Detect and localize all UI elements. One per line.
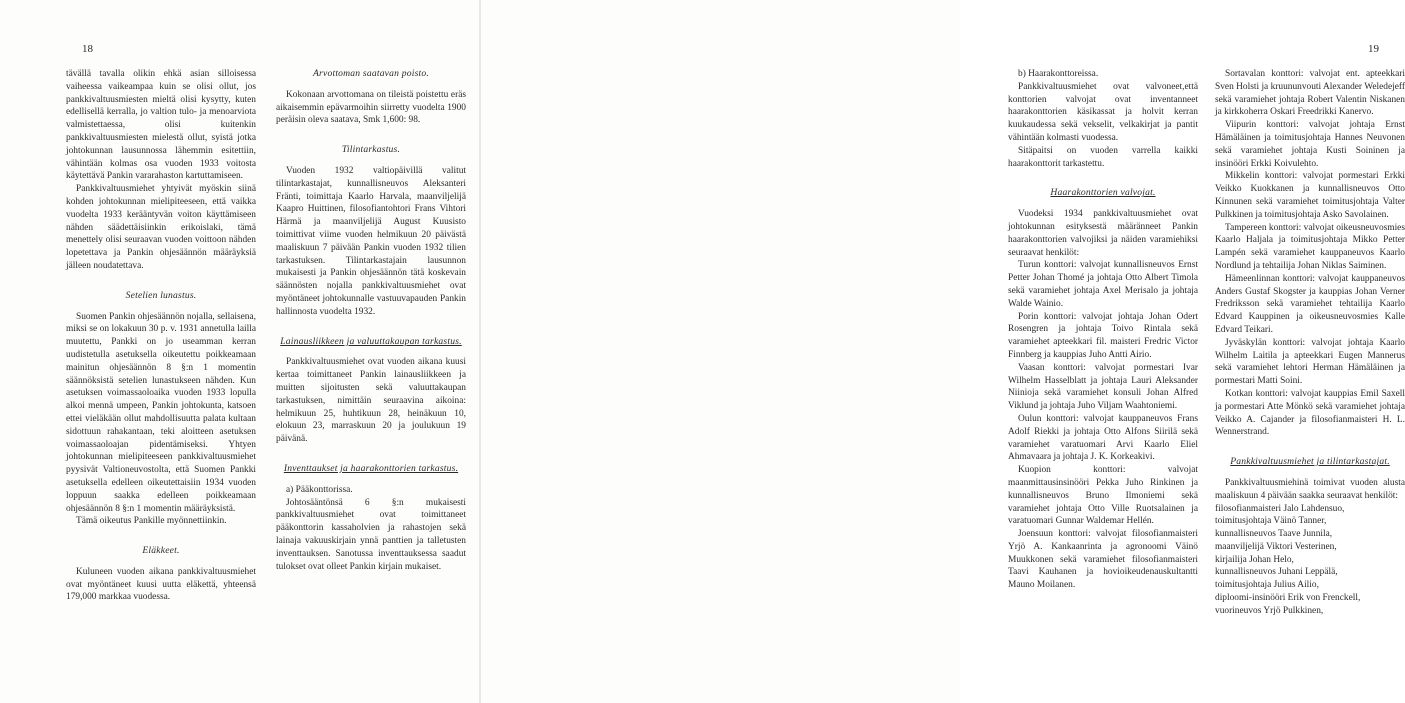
section-heading: Pankkivaltuusmiehet ja tilintarkastajat. (1230, 456, 1390, 468)
list-item: kunnallisneuvos Taave Junnila, (1215, 529, 1333, 540)
left-page (0, 0, 479, 703)
paragraph: Tampereen konttori: valvojat oikeusneuvosmies Kaarlo Haljala ja toimitusjohtaja Mikko Petter Lampén sekä varamiehet kauppaneuvos Kaarlo Nordlund ja tehtailija Johan Niklas Saiminen. (1215, 222, 1405, 271)
paragraph: Vuoden 1932 valtiopäivillä valitut tilintarkastajat, kunnallisneuvos Aleksanteri Fränti, toimittaja Kaarlo Harvala, maanviljelijä Kaapro Huittinen, filosofiantohtori Frans Vihtori Härmä ja maanviljelijä August Kuusisto toimittivat viime vuoden helmikuun 20 päivästä maaliskuun 7 päivään Pankin vuoden 1932 tilien tarkastuksen. Tilintarkastajain lausunnon mukaisesti ja Pankin ohjesäännön tätä koskevain säännösten nojalla pankkivaltuusmiehet ovat myöntäneet johtokunnalle vastuuvapauden Pankin hallinnosta vuodelta 1932. (276, 165, 466, 317)
paragraph: b) Haarakonttoreissa. (1018, 69, 1099, 79)
paragraph: Vuodeksi 1934 pankkivaltuusmiehet ovat johtokunnan esityksestä määränneet Pankin haarakonttorien valvojiksi ja näiden varamiehiksi seuraavat henkilöt: (1008, 209, 1198, 258)
column-4 (1215, 68, 1405, 618)
paragraph: Tämä oikeutus Pankille myönnettiinkin. (76, 516, 227, 527)
paragraph: Kuluneen vuoden aikana pankkivaltuusmiehet ovat myöntäneet kuusi uutta eläkettä, yhteensä 179,000 markkaa vuodessa. (66, 566, 256, 603)
list-item: kunnallisneuvos Juhani Leppälä, (1215, 567, 1338, 578)
right-page (481, 0, 1405, 703)
paragraph: Joensuun konttori: valvojat filosofianmaisteri Yrjö A. Kankaanrinta ja agronoomi Väinö Muukkonen sekä varamiehet filosofianmaisteri Taavi Kauhanen ja hovioikeudenauskultantti Mauno Moilanen. (1008, 529, 1198, 591)
list-item: toimitusjohtaja Julius Ailio, (1215, 580, 1319, 591)
page-number-right: 19 (1368, 43, 1379, 55)
column-2 (276, 68, 466, 573)
paragraph: Turun konttori: valvojat kunnallisneuvos Ernst Petter Johan Thomé ja johtaja Otto Albert Timola sekä varamiehet johtaja Axel Merisalo ja johtaja Walde Wainio. (1008, 260, 1198, 309)
section-heading: Tilintarkastus. (341, 144, 401, 156)
list-item: diploomi-insinööri Erik von Frenckell, (1215, 593, 1361, 604)
section-heading: Setelien lunastus. (125, 289, 197, 301)
paragraph: Pankkivaltuusmiehet ovat vuoden aikana kuusi kertaa toimittaneet Pankin lainausliikkeen ja muitten sijoitusten sekä valuuttakaupan tarkastuksen, nimittäin seuraavina aikoina: helmikuun 25, huhtikuun 28, heinäkuun 10, elokuun 23, marraskuun 20 ja joulukuun 19 päivänä. (276, 357, 466, 445)
section-heading: Arvottoman saatavan poisto. (313, 68, 429, 79)
paragraph: Pankkivaltuusmiehet yhtyivät myöskin siinä kohden johtokunnan mielipiteeseen, että vaikka vuodelta 1933 kerääntyvän voiton käyttämiseen nähden säädettäisiinkin erikoislaki, tämä menettely olisi seuraavan vuoden voittoon nähden lopetettava ja Pankin ohjesäännön määräyksiä jälleen noudatettava. (66, 184, 256, 271)
paragraph: Jyväskylän konttori: valvojat johtaja Kaarlo Wilhelm Laitila ja apteekkari Eugen Mannerus sekä varamiehet lehtori Herman Hämäläinen ja pormestari Matti Soini. (1215, 337, 1405, 387)
column-3 (1008, 68, 1198, 592)
column-1 (66, 68, 256, 604)
section-heading: Haarakonttorien valvojat. (1050, 187, 1156, 199)
paragraph: a) Pääkonttorissa. (286, 484, 353, 495)
list-item: maanviljelijä Viktori Vesterinen, (1215, 541, 1337, 552)
paragraph: Viipurin konttori: valvojat johtaja Ernst Hämäläinen ja toimitusjohtaja Hannes Neuvonen sekä varamiehet johtaja Kusti Soininen ja insinööri Erkki Koivulehto. (1215, 120, 1405, 169)
section-heading: Lainausliikkeen ja valuuttakaupan tarkastus. (280, 335, 462, 347)
paragraph: Suomen Pankin ohjesäännön nojalla, sellaisena, miksi se on lokakuun 30 p. v. 1931 annetulla lailla muutettu, Pankki on jo useamman kerran uudistetulla asetuksella oikeutettu poikkeamaan mainitun ohjesäännön 8 §:n 1 momentin säännöksistä setelien lunastukseen nähden. Kun asetuksen voimassaoloaika vuoden 1933 lopulla alkoi mennä umpeen, Pankin johtokunta, katsoen ettei vieläkään ollut mahdollisuutta palata kultaan sidottuun rahakantaan, teki aloitteen asetuksen voimassaoloajan pidentämiseksi. Yhtyen johtokunnan mielipiteeseen pankkivaltuusmiehet pyysivät Valtioneuvostolta, että Suomen Pankki asetuksella edelleen oikeutettaisiin 1934 vuoden loppuun saakka edelleen poikkeamaan ohjesäännön 8 §:n 1 momentin määräyksistä. (66, 311, 256, 514)
paragraph: Kotkan konttori: valvojat kauppias Emil Saxell ja pormestari Atte Mönkö sekä varamiehet johtaja Veikko A. Cajander ja filosofianmaisteri H. L. Wennerstrand. (1215, 388, 1405, 438)
paragraph: Mikkelin konttori: valvojat pormestari Erkki Veikko Kuokkanen ja kunnallisneuvos Otto Kinnunen sekä varamiehet toimitusjohtaja Valter Pulkkinen ja toimitusjohtaja Asko Savolainen. (1215, 171, 1405, 220)
page-number-left: 18 (82, 43, 93, 55)
paragraph: Kokonaan arvottomana on tileistä poistettu eräs aikaisemmin epävarmoihin siirretty vuodelta 1900 peräisin oleva saatava, Smk 1,600: 98. (276, 89, 466, 126)
list-item: filosofianmaisteri Jalo Lahdensuo, (1215, 503, 1345, 514)
paragraph: Kuopion konttori: valvojat maanmittausinsinööri Pekka Juho Rinkinen ja kunnallisneuvos Bruno Ilmoniemi sekä varamiehet johtaja Otto Ville Ruotsalainen ja varatuomari Gunnar Waldemar Hellén. (1008, 465, 1198, 527)
paragraph: Pankkivaltuusmiehet ovat valvoneet,että konttorien valvojat ovat inventanneet haarakonttorien käsikassat ja holvit kerran kuukaudessa sekä vekselit, velkakirjat ja pantit vähintään kolmasti vuodessa. (1008, 81, 1198, 143)
section-heading: Inventtaukset ja haarakonttorien tarkastus. (283, 462, 459, 474)
paragraph: Johtosääntönsä 6 §:n mukaisesti pankkivaltuusmiehet ovat toimittaneet pääkonttorin kassaholvien ja rahastojen sekä lainaja vakuuskirjain ynnä panttien ja talletusten inventtauksen. Sanotussa inventtauksessa saadut tulokset ovat olleet Pankin kirjain mukaiset. (276, 497, 466, 572)
paragraph: Oulun konttori: valvojat kauppaneuvos Frans Adolf Riekki ja johtaja Otto Alfons Siirilä sekä varamiehet varatuomari Arvi Kaarlo Eliel Ahmavaara ja johtaja J. K. Korkeakivi. (1008, 413, 1198, 463)
paragraph: Vaasan konttori: valvojat pormestari Ivar Wilhelm Hasselblatt ja johtaja Lauri Aleksander Niinioja sekä varamiehet konsuli Johan Alfred Viklund ja johtaja Juho Viljam Waahtoniemi. (1008, 362, 1198, 412)
name-list (1215, 503, 1405, 618)
section-heading: Eläkkeet. (142, 545, 180, 557)
list-item: toimitusjohtaja Väinö Tanner, (1215, 516, 1327, 527)
paragraph: Hämeenlinnan konttori: valvojat kauppaneuvos Anders Gustaf Skogster ja kauppias Johan Verner Fredriksson sekä varamiehet tehtailija Kaarlo Edvard Kauppinen ja oikeusneuvosmies Kalle Edvard Teikari. (1215, 273, 1405, 335)
paragraph: Porin konttori: valvojat johtaja Johan Odert Rosengren ja johtaja Toivo Rintala sekä varamiehet apteekkari fil. maisteri Fredric Victor Finnberg ja kauppias Juho Antti Airio. (1008, 311, 1198, 360)
list-item: kirjailija Johan Helo, (1215, 554, 1294, 565)
paragraph: Sortavalan konttori: valvojat ent. apteekkari Sven Holsti ja kruununvouti Alexander Weledejeff sekä varamiehet johtaja Robert Valentin Niskanen ja kirkkoherra Oskari Freedrikki Kanervo. (1215, 69, 1405, 118)
list-item: vuorineuvos Yrjö Pulkkinen, (1215, 605, 1324, 616)
paragraph: Pankkivaltuusmiehinä toimivat vuoden alusta maaliskuun 4 päivään saakka seuraavat henkilöt: (1215, 477, 1405, 501)
paragraph: Sitäpaitsi on vuoden varrella kaikki haarakonttorit tarkastettu. (1008, 145, 1198, 169)
paragraph: tävällä tavalla olikin ehkä asian silloisessa vaiheessa vaikeampaa kuin se olisi ollut, jos pankkivaltuusmiesten mieltä olisi kysytty, kuten edellisellä kerralla, jo valtion tulo- ja menoarviota valmistettaessa, olisi kuitenkin pankkivaltuusmiesten mielestä ollut, syistä jotka johtokunnan lausunnossa lähemmin esitettiin, vähintään kolmas osa vuoden 1933 voitosta käytettävä Pankin vararahaston kartuttamiseen. (66, 69, 256, 182)
